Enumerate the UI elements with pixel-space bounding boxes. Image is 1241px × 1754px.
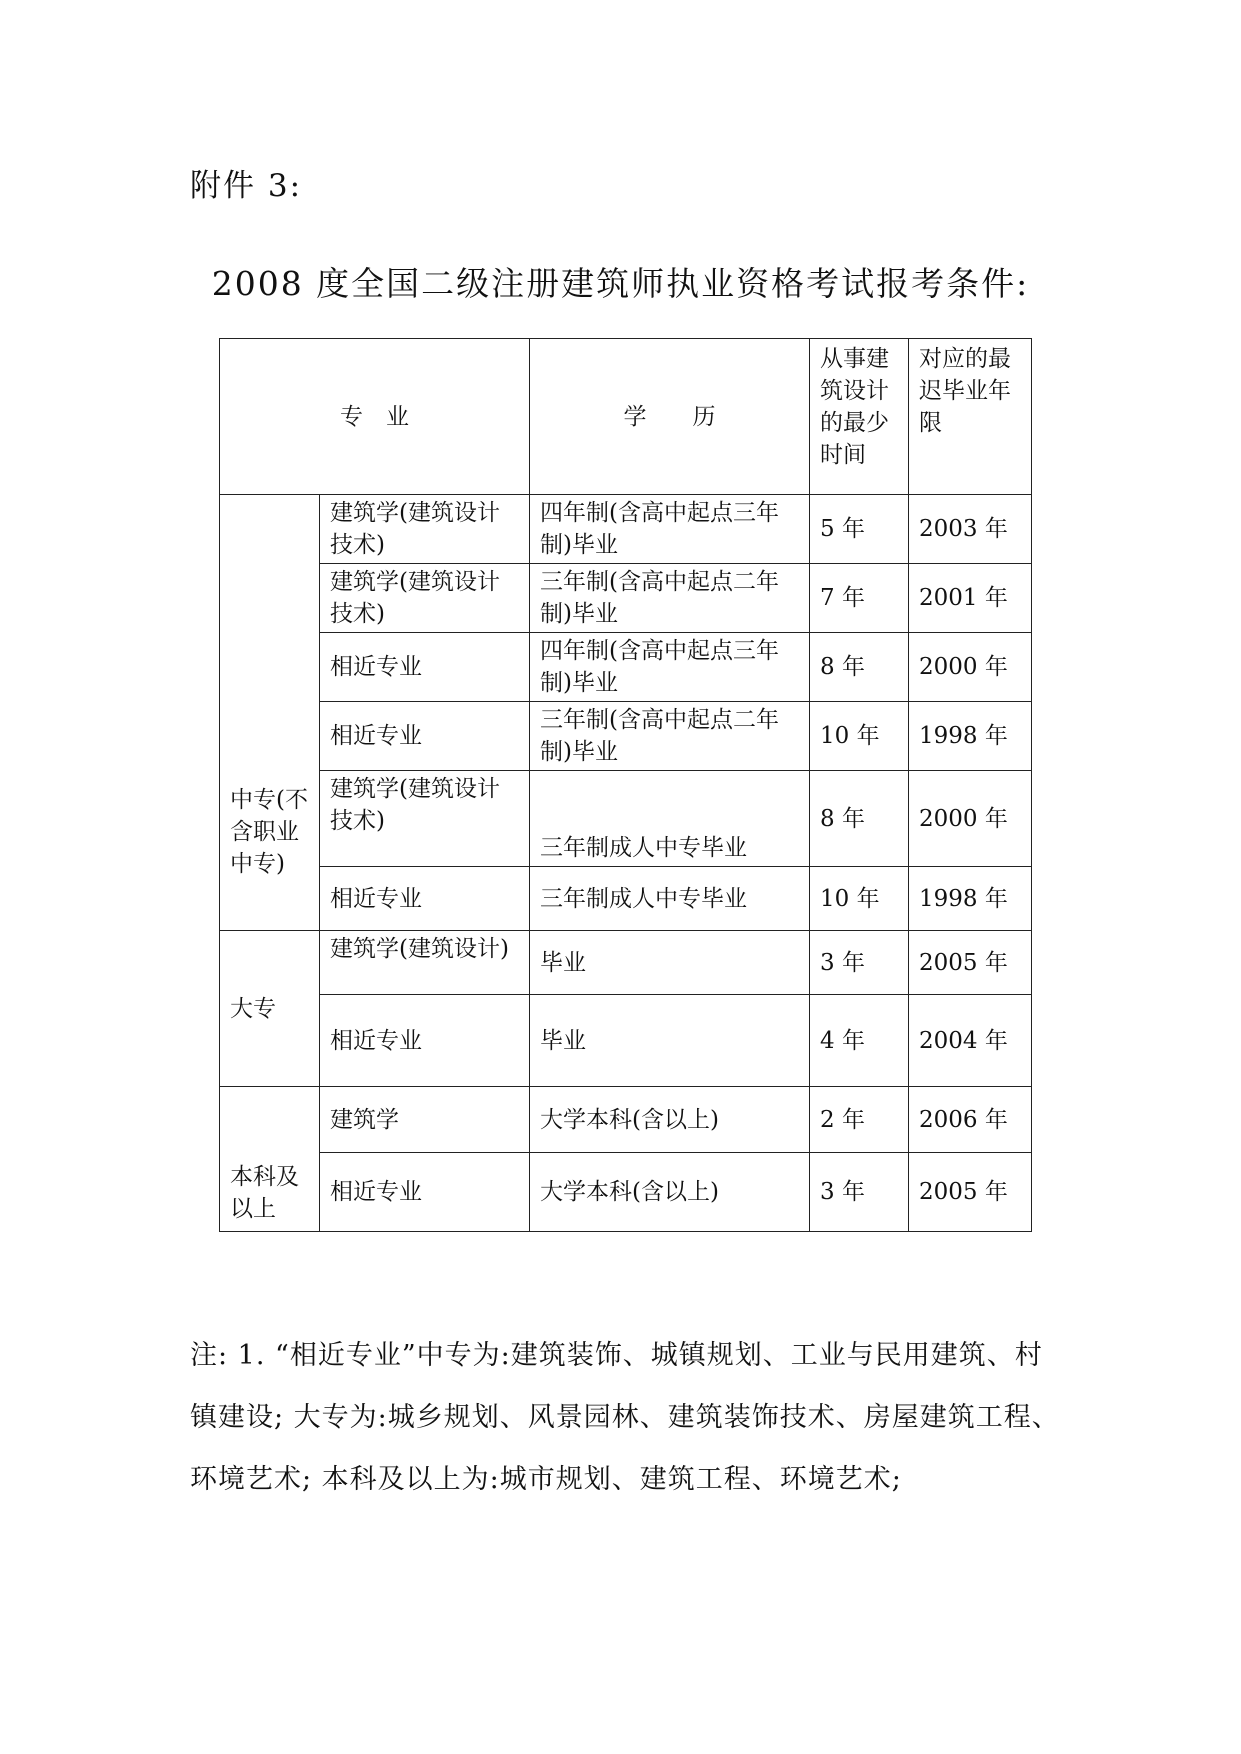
grad-cell: 2004 年: [909, 995, 1032, 1087]
years-cell: 10 年: [810, 702, 909, 771]
attachment-label: 附件 3:: [190, 168, 303, 204]
education-cell: 毕业: [530, 995, 810, 1087]
years-cell: 7 年: [810, 564, 909, 633]
years-cell: 3 年: [810, 931, 909, 995]
grad-cell: 2005 年: [909, 1153, 1032, 1232]
years-cell: 10 年: [810, 867, 909, 931]
table-row: [220, 995, 1032, 1087]
table-row: [220, 867, 1032, 931]
table-row: [220, 702, 1032, 771]
header-deadline: 对应的最迟毕业年限: [909, 339, 1032, 495]
years-cell: 4 年: [810, 995, 909, 1087]
grad-cell: 2000 年: [909, 633, 1032, 702]
years-cell: 3 年: [810, 1153, 909, 1232]
table-row: [220, 495, 1032, 564]
document-title: 2008 度全国二级注册建筑师执业资格考试报考条件:: [211, 264, 1030, 303]
level-cell: 大专: [220, 931, 320, 1087]
education-cell: 大学本科(含以上): [530, 1087, 810, 1153]
grad-cell: 2005 年: [909, 931, 1032, 995]
table-row: [220, 1087, 1032, 1153]
years-cell: 8 年: [810, 771, 909, 867]
table-row: [220, 633, 1032, 702]
major-cell: 建筑学: [320, 1087, 530, 1153]
major-cell: 相近专业: [320, 702, 530, 771]
table-header-row: [220, 339, 1032, 495]
major-cell: 相近专业: [320, 633, 530, 702]
grad-cell: 2006 年: [909, 1087, 1032, 1153]
major-cell: 相近专业: [320, 995, 530, 1087]
years-cell: 2 年: [810, 1087, 909, 1153]
major-cell: 建筑学(建筑设计): [320, 931, 530, 995]
education-cell: 四年制(含高中起点三年制)毕业: [530, 633, 810, 702]
grad-cell: 2001 年: [909, 564, 1032, 633]
header-min-time: 从事建筑设计的最少时间: [810, 339, 909, 495]
grad-cell: 1998 年: [909, 867, 1032, 931]
table-row: [220, 771, 1032, 867]
education-cell: 三年制(含高中起点二年制)毕业: [530, 702, 810, 771]
education-cell: 三年制成人中专毕业: [530, 867, 810, 931]
major-cell: 建筑学(建筑设计技术): [320, 564, 530, 633]
header-education: 学 历: [530, 339, 810, 495]
table-row: [220, 931, 1032, 995]
education-cell: 三年制(含高中起点二年制)毕业: [530, 564, 810, 633]
table-row: [220, 1153, 1032, 1232]
major-cell: 相近专业: [320, 867, 530, 931]
grad-cell: 2000 年: [909, 771, 1032, 867]
requirements-table: [219, 338, 1032, 1232]
education-cell: 四年制(含高中起点三年制)毕业: [530, 495, 810, 564]
education-cell: 三年制成人中专毕业: [530, 771, 810, 867]
education-cell: 大学本科(含以上): [530, 1153, 810, 1232]
note-paragraph: 注: 1. “相近专业”中专为:建筑装饰、城镇规划、工业与民用建筑、村镇建设; 大专为:城乡规划、风景园林、建筑装饰技术、房屋建筑工程、环境艺术; 本科及以上为:城市规划、建筑工程、环境艺术;: [190, 1340, 1060, 1495]
education-cell: 毕业: [530, 931, 810, 995]
table-row: [220, 564, 1032, 633]
header-major: 专 业: [220, 339, 530, 495]
level-cell: 中专(不含职业中专): [220, 495, 320, 931]
major-cell: 建筑学(建筑设计技术): [320, 495, 530, 564]
grad-cell: 2003 年: [909, 495, 1032, 564]
years-cell: 8 年: [810, 633, 909, 702]
grad-cell: 1998 年: [909, 702, 1032, 771]
years-cell: 5 年: [810, 495, 909, 564]
major-cell: 建筑学(建筑设计技术): [320, 771, 530, 867]
level-cell: 本科及以上: [220, 1087, 320, 1232]
major-cell: 相近专业: [320, 1153, 530, 1232]
